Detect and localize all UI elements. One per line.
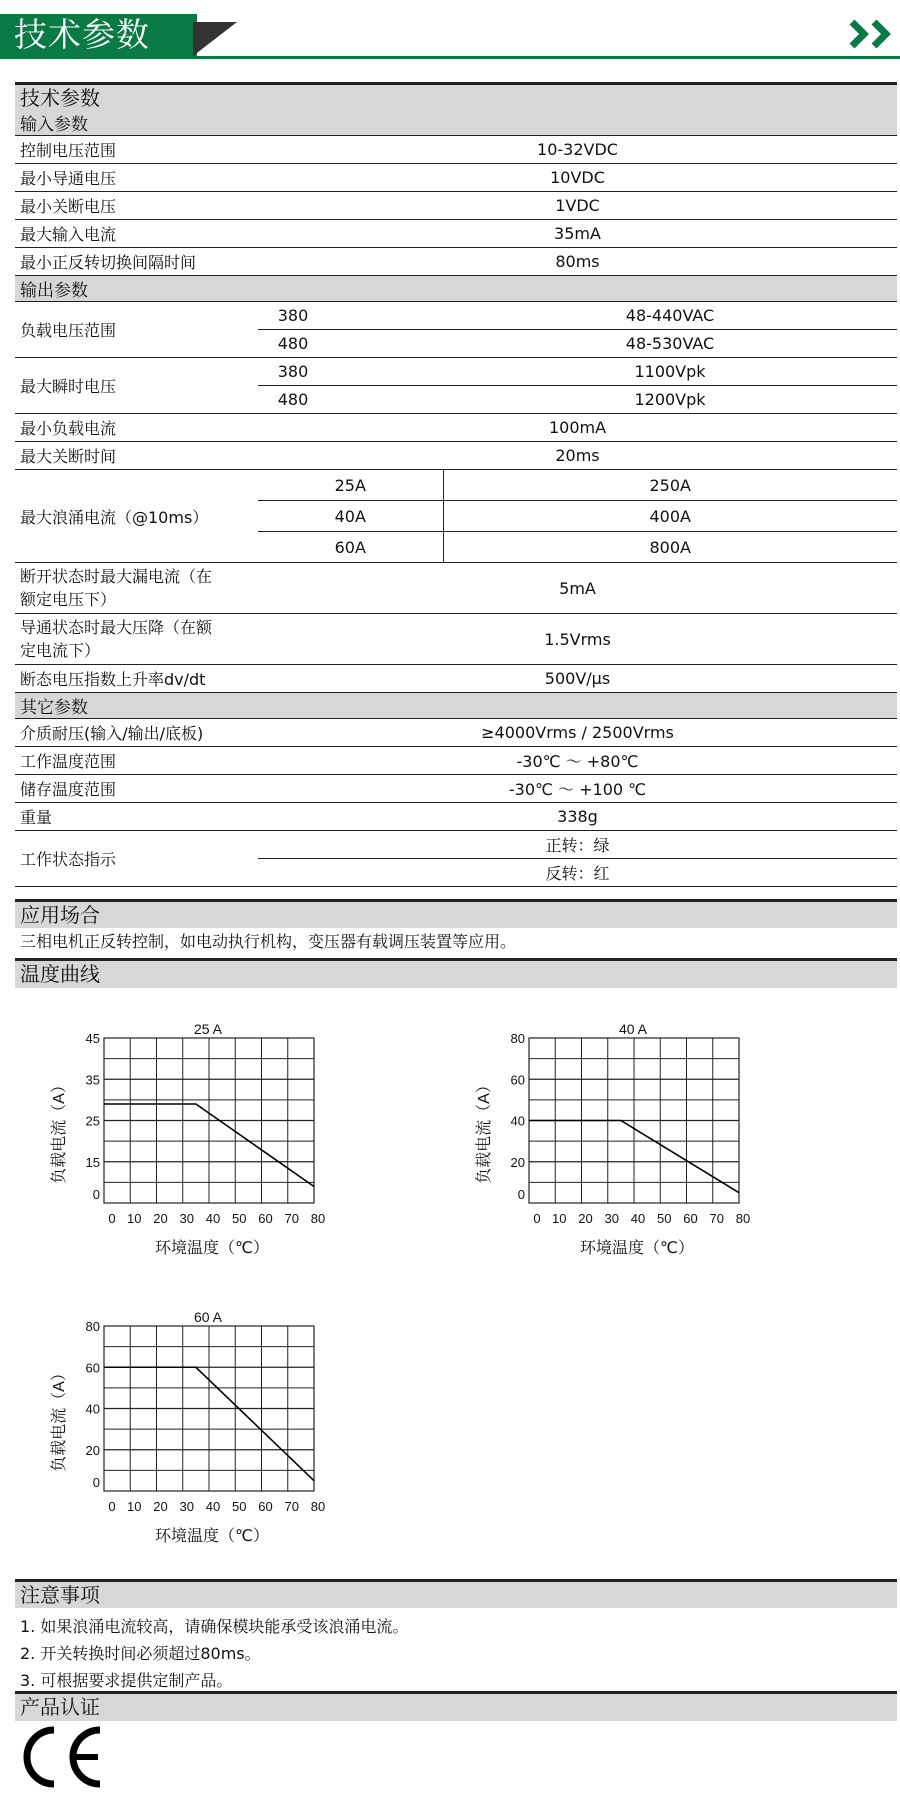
page-header [0,0,900,62]
y-tick-label: 40 [510,1113,525,1129]
table-row: 最大瞬时电压 380 1100Vpk [15,358,897,386]
chart-25a [40,1010,380,1300]
y-tick-label: 45 [85,1031,100,1046]
table-row: 最小正反转切换间隔时间 80ms [15,248,897,276]
table-row: 断态电压指数上升率dv/dt 500V/μs [15,665,897,693]
x-tick-label: 30 [179,1211,194,1226]
x-tick-label: 10 [552,1211,567,1226]
y-tick-label: 25 [85,1113,100,1129]
x-tick-label: 80 [310,1499,326,1514]
x-tick-label: 70 [284,1211,299,1226]
chart-title: 60 A [193,1309,223,1325]
y-tick-label: 20 [510,1154,525,1170]
table-row: 介质耐压(输入/输出/底板) ≥4000Vrms / 2500Vrms [15,719,897,747]
x-tick-label: 30 [179,1499,194,1514]
y-tick-label: 0 [92,1187,100,1202]
double-chevron-icon [848,18,900,50]
x-tick-label: 40 [205,1499,221,1514]
x-tick-label: 40 [205,1211,221,1226]
table-row: 最大关断时间 20ms [15,442,897,470]
section-notes: 注意事项 [15,1579,897,1608]
x-axis-label: 环境温度（℃） [580,1240,694,1257]
x-tick-label: 10 [127,1499,142,1514]
table-row: 最大输入电流 35mA [15,220,897,248]
x-tick-label: 0 [108,1211,116,1226]
table-row: 断开状态时最大漏电流（在 额定电压下） 5mA [15,563,897,614]
group-input: 输入参数 [15,110,897,136]
table-row: 重量 338g [15,803,897,831]
x-tick-label: 50 [657,1211,672,1226]
x-axis-label: 环境温度（℃） [155,1528,269,1545]
note-item: 2. 开关转换时间必须超过80ms。 [20,1644,261,1663]
chart-title: 25 A [193,1021,223,1037]
spec-table [15,110,897,887]
x-tick-label: 10 [127,1211,142,1226]
note-item: 1. 如果浪涌电流较高，请确保模块能承受该浪涌电流。 [20,1617,409,1636]
table-row: 480 1200Vpk [15,386,897,414]
table-row: 反转：红 [15,859,897,887]
table-row: 控制电压范围 10-32VDC [15,136,897,164]
x-tick-label: 70 [709,1211,724,1226]
table-row: 最小负载电流 100mA [15,414,897,442]
ce-mark-logo [18,1724,106,1790]
section-apps: 应用场合 [15,899,897,928]
x-tick-label: 60 [258,1499,273,1514]
y-tick-label: 80 [510,1031,525,1046]
x-tick-label: 20 [153,1211,168,1226]
x-tick-label: 20 [578,1211,593,1226]
x-tick-label: 0 [533,1211,541,1226]
x-tick-label: 0 [108,1499,116,1514]
y-tick-label: 80 [85,1319,100,1334]
note-item: 3. 可根据要求提供定制产品。 [20,1671,233,1690]
x-tick-label: 80 [310,1211,326,1226]
applications-text: 三相电机正反转控制，如电动执行机构，变压器有载调压装置等应用。 [20,932,517,951]
chart-60a [40,1298,380,1588]
table-row: 最大浪涌电流（@10ms） 25A 250A [15,470,897,501]
y-tick-label: 35 [85,1072,100,1088]
y-tick-label: 60 [85,1360,100,1376]
table-row: 储存温度范围 -30℃ ～ +100 ℃ [15,775,897,803]
section-spec: 技术参数 [15,82,897,111]
x-tick-label: 70 [284,1499,299,1514]
y-tick-label: 40 [85,1401,100,1417]
header-rule [0,56,900,59]
group-output: 输出参数 [15,276,897,302]
y-axis-label: 负载电流（A） [51,1077,68,1184]
table-row: 导通状态时最大压降（在额 定电流下） 1.5Vrms [15,614,897,665]
x-tick-label: 50 [232,1499,247,1514]
table-row: 工作状态指示 正转：绿 [15,831,897,859]
table-row: 60A 800A [15,532,897,563]
y-tick-label: 60 [510,1072,525,1088]
y-tick-label: 0 [92,1475,100,1490]
x-tick-label: 40 [630,1211,646,1226]
chart-title: 40 A [618,1021,648,1037]
y-tick-label: 0 [517,1187,525,1202]
x-tick-label: 50 [232,1211,247,1226]
x-tick-label: 60 [258,1211,273,1226]
x-tick-label: 20 [153,1499,168,1514]
table-row: 最小关断电压 1VDC [15,192,897,220]
header-slash-decoration [193,22,237,56]
table-row: 480 48-530VAC [15,330,897,358]
table-row: 工作温度范围 -30℃ ～ +80℃ [15,747,897,775]
header-title: 技术参数 [14,15,150,54]
table-row: 最小导通电压 10VDC [15,164,897,192]
section-curves: 温度曲线 [15,958,897,988]
y-axis-label: 负载电流（A） [51,1365,68,1472]
table-row: 40A 400A [15,501,897,532]
x-axis-label: 环境温度（℃） [155,1240,269,1257]
x-tick-label: 60 [683,1211,698,1226]
y-tick-label: 15 [85,1154,100,1170]
x-tick-label: 80 [735,1211,751,1226]
x-tick-label: 30 [604,1211,619,1226]
y-axis-label: 负载电流（A） [476,1077,493,1184]
chart-40a [465,1010,805,1300]
y-tick-label: 20 [85,1442,100,1458]
group-other: 其它参数 [15,693,897,719]
section-cert: 产品认证 [15,1691,897,1721]
table-row: 负载电压范围 380 48-440VAC [15,302,897,330]
